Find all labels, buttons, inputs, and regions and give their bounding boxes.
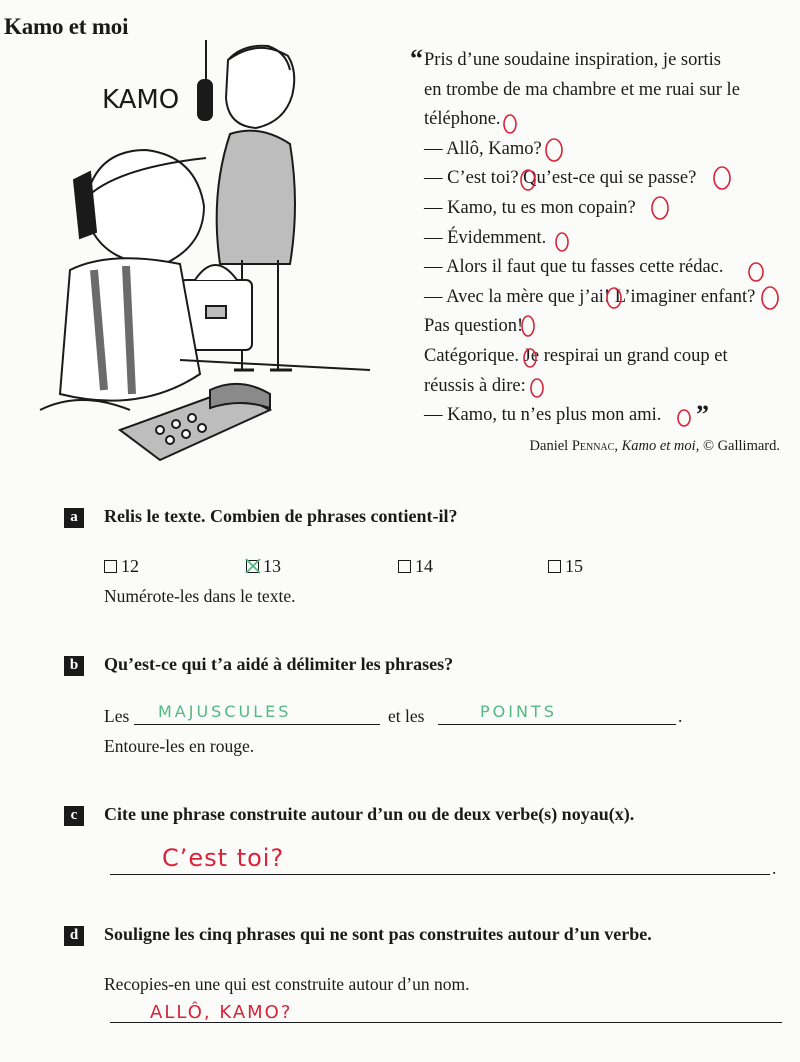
checkbox-15[interactable] bbox=[548, 560, 561, 573]
close-quote-mark: ” bbox=[696, 400, 709, 429]
question-b-text: Qu’est-ce qui t’a aidé à délimiter les phrases? bbox=[104, 654, 454, 674]
question-b-middle: et les bbox=[388, 706, 425, 726]
question-a-marker: a bbox=[64, 508, 84, 528]
question-d-text: Souligne les cinq phrases qui ne sont pas construites autour d’un verbe. bbox=[104, 924, 652, 944]
option-14[interactable]: 14 bbox=[398, 556, 433, 577]
checkbox-14[interactable] bbox=[398, 560, 411, 573]
credit-name: Pennac bbox=[571, 438, 615, 454]
answer-b2[interactable]: POINTS bbox=[480, 702, 557, 721]
question-d-marker: d bbox=[64, 926, 84, 946]
quote-line: — Évidemment. bbox=[424, 227, 547, 248]
green-x-mark-icon bbox=[244, 557, 262, 575]
question-c-text: Cite une phrase construite autour d’un ou de deux verbe(s) noyau(x). bbox=[104, 804, 635, 824]
question-b-marker: b bbox=[64, 656, 84, 676]
quote-line: réussis à dire: bbox=[424, 375, 526, 396]
checkbox-13-checked[interactable] bbox=[246, 560, 259, 573]
question-b-prefix: Les bbox=[104, 706, 130, 726]
source-credit: Daniel Pennac, Kamo et moi, © Gallimard. bbox=[529, 438, 780, 454]
quote-line: téléphone. bbox=[424, 109, 501, 130]
credit-publisher: © Gallimard. bbox=[702, 438, 780, 454]
quote-line: — Kamo, tu es mon copain? bbox=[424, 197, 636, 218]
option-15[interactable]: 15 bbox=[548, 556, 583, 577]
answer-b1-line bbox=[134, 724, 380, 725]
checkbox-12[interactable] bbox=[104, 560, 117, 573]
answer-b1[interactable]: MAJUSCULES bbox=[158, 702, 292, 721]
answer-d-line bbox=[110, 1022, 782, 1023]
option-13[interactable]: 13 bbox=[246, 556, 281, 577]
illustration bbox=[30, 30, 370, 470]
quote-line: Catégorique. Je respirai un grand coup et bbox=[424, 345, 728, 366]
answer-c[interactable]: C’est toi? bbox=[162, 844, 285, 872]
question-b-suffix: . bbox=[678, 706, 683, 726]
quote-line: — Avec la mère que j’ai! L’imaginer enfant? bbox=[424, 286, 756, 307]
quote-text bbox=[410, 44, 792, 431]
answer-b2-line bbox=[438, 724, 676, 725]
question-c-marker: c bbox=[64, 806, 84, 826]
question-b-instruction: Entoure-les en rouge. bbox=[104, 736, 255, 756]
question-a-instruction: Numérote-les dans le texte. bbox=[104, 586, 296, 606]
answer-c-line bbox=[110, 874, 770, 875]
option-12[interactable]: 12 bbox=[104, 556, 139, 577]
quote-line: en trombe de ma chambre et me ruai sur le bbox=[424, 79, 740, 100]
quote-line: — Alors il faut que tu fasses cette rédac. bbox=[424, 257, 724, 278]
answer-c-suffix: . bbox=[772, 858, 777, 878]
quote-line: — Allô, Kamo? bbox=[424, 138, 542, 159]
credit-work: Kamo et moi bbox=[621, 438, 696, 454]
quote-line: — C’est toi? Qu’est-ce qui se passe? bbox=[424, 168, 697, 189]
question-a-text: Relis le texte. Combien de phrases contient-il? bbox=[104, 506, 458, 526]
open-quote-mark: “ bbox=[410, 44, 423, 73]
kamo-caption: KAMO bbox=[102, 85, 180, 115]
quote-line: Pas question! bbox=[424, 316, 524, 337]
quote-line: Pris d’une soudaine inspiration, je sortis bbox=[424, 50, 721, 70]
answer-d[interactable]: ALLÔ, KAMO? bbox=[150, 1002, 293, 1023]
page-title: Kamo et moi bbox=[4, 14, 129, 39]
quote-line: — Kamo, tu n’es plus mon ami. bbox=[424, 405, 662, 426]
credit-author: Daniel bbox=[529, 438, 569, 454]
question-d-instruction: Recopies-en une qui est construite autour d’un nom. bbox=[104, 974, 470, 994]
